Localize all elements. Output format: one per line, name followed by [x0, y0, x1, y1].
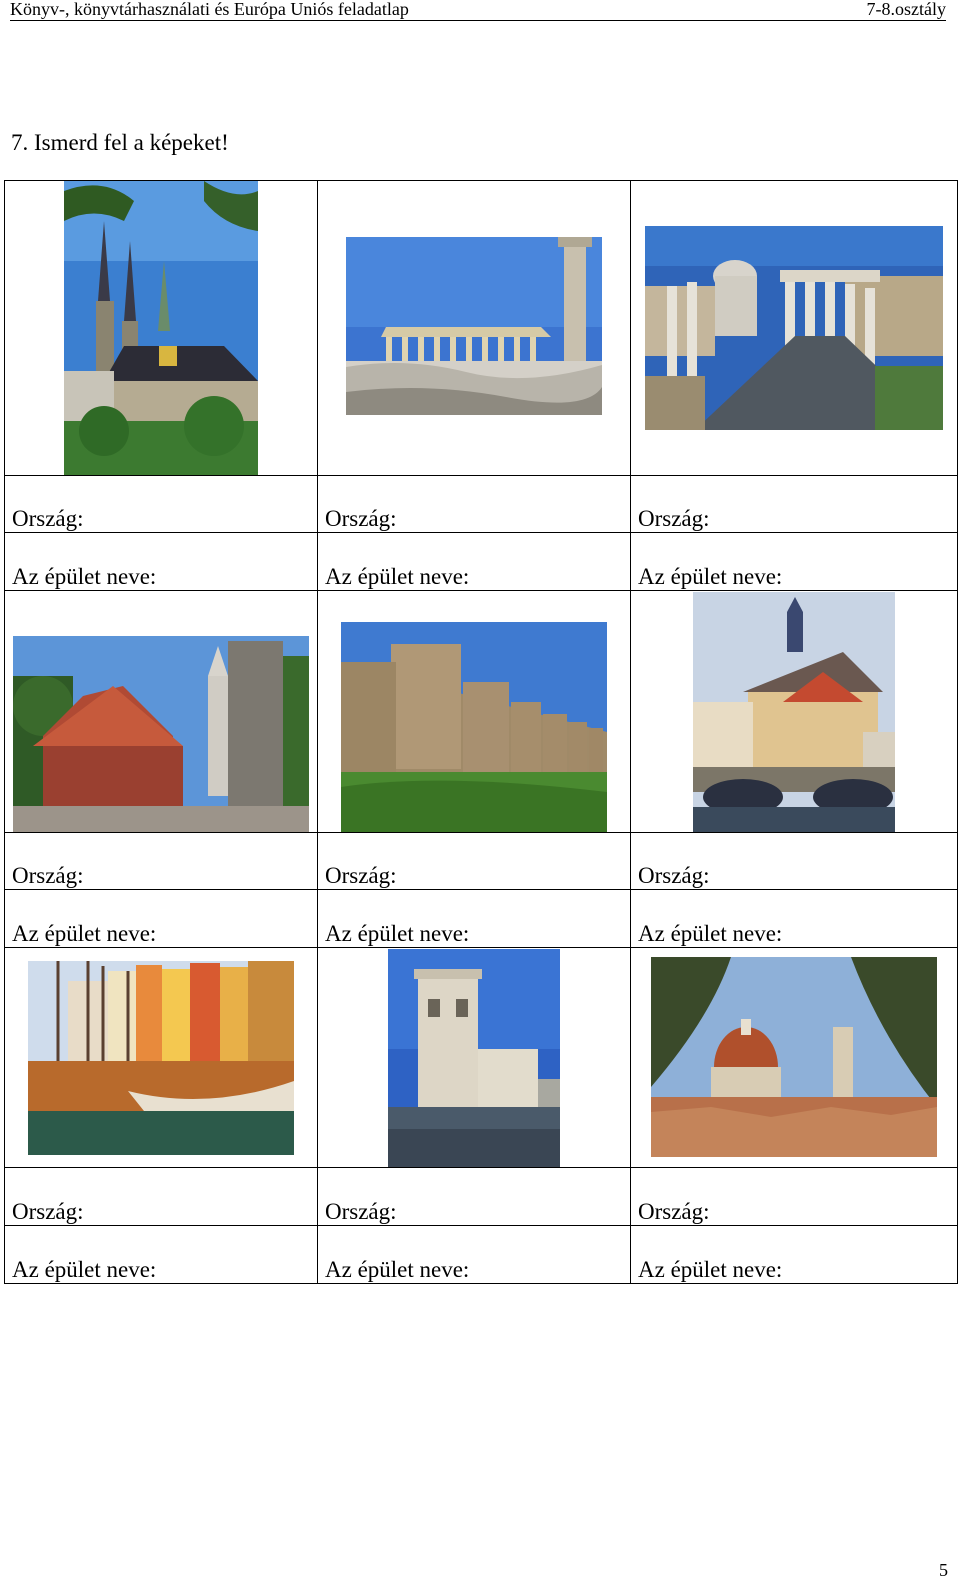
- country-field-2-2: Ország:: [318, 833, 631, 890]
- page-number: 5: [939, 1560, 948, 1580]
- building-field-3-2: Az épület neve:: [318, 1226, 631, 1284]
- country-field-2-1: Ország:: [5, 833, 318, 890]
- page-header: [10, 0, 946, 21]
- medieval-city-walls-photo: [341, 622, 607, 832]
- image-cell-2-3: [631, 591, 958, 833]
- image-recognition-table: [4, 180, 958, 1284]
- building-field-1-1: Az épület neve:: [5, 533, 318, 591]
- gothic-cathedral-photo: [64, 181, 258, 475]
- image-cell-3-2: [318, 948, 631, 1168]
- building-field-2-1: Az épület neve:: [5, 890, 318, 948]
- building-field-3-1: Az épület neve:: [5, 1226, 318, 1284]
- image-cell-2-2: [318, 591, 631, 833]
- riverside-tower-photo: [388, 949, 560, 1167]
- country-field-3-3: Ország:: [631, 1168, 958, 1226]
- header-grade: 7-8.osztály: [866, 0, 946, 19]
- country-field-3-1: Ország:: [5, 1168, 318, 1226]
- country-field-3-2: Ország:: [318, 1168, 631, 1226]
- image-cell-2-1: [5, 591, 318, 833]
- building-field-1-3: Az épület neve:: [631, 533, 958, 591]
- image-cell-1-3: [631, 181, 958, 476]
- building-field-1-2: Az épület neve:: [318, 533, 631, 591]
- bridge-town-hall-photo: [693, 592, 895, 832]
- roman-forum-columns-photo: [645, 226, 943, 430]
- greek-temple-ruins-photo: [346, 237, 602, 415]
- image-cell-3-1: [5, 948, 318, 1168]
- harbour-colourful-houses-photo: [28, 961, 294, 1155]
- building-field-2-3: Az épület neve:: [631, 890, 958, 948]
- image-cell-3-3: [631, 948, 958, 1168]
- country-field-1-3: Ország:: [631, 476, 958, 533]
- brick-gothic-church-photo: [13, 636, 309, 832]
- country-field-1-1: Ország:: [5, 476, 318, 533]
- header-title: Könyv-, könyvtárhasználati és Európa Uniós feladatlap: [10, 0, 409, 19]
- country-field-2-3: Ország:: [631, 833, 958, 890]
- image-cell-1-1: [5, 181, 318, 476]
- building-field-3-3: Az épület neve:: [631, 1226, 958, 1284]
- task-title: 7. Ismerd fel a képeket!: [11, 130, 229, 155]
- building-field-2-2: Az épület neve:: [318, 890, 631, 948]
- image-cell-1-2: [318, 181, 631, 476]
- dome-cathedral-city-photo: [651, 957, 937, 1157]
- country-field-1-2: Ország:: [318, 476, 631, 533]
